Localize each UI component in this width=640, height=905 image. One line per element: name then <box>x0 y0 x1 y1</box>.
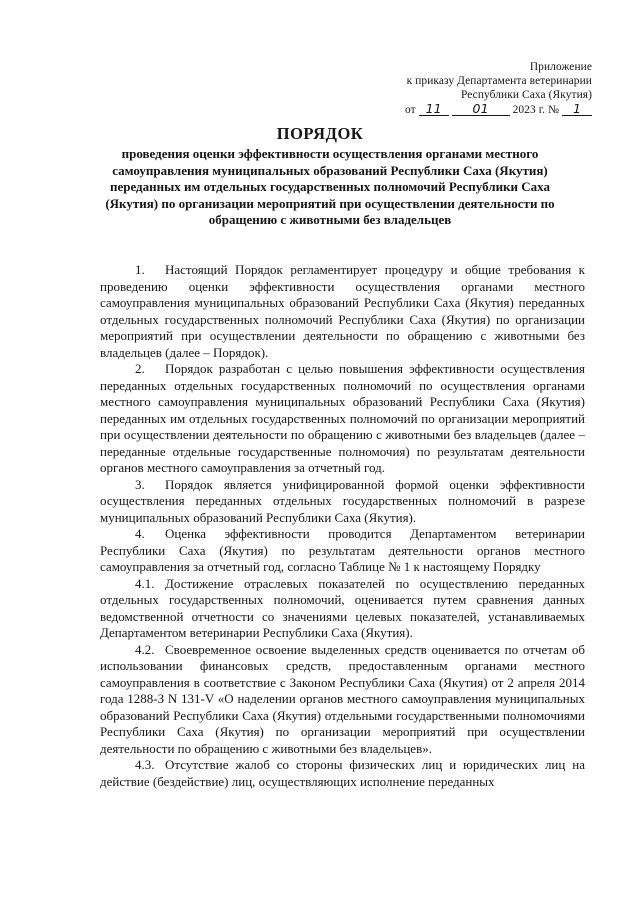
order-date-line <box>405 102 592 117</box>
date-day: 11 <box>419 102 449 116</box>
paragraph-text: Своевременное освоение выделенных средств оценивается по отчетам об использовании финансовых средств, предоставленным органами местного самоуправления в соответствие с Законом Республики Саха (Якутия) от 2 апреля 2014 года 1288-З N 131-V «О наделении органов местного самоуправления муниципальных образований Республики Саха (Якутия) отдельными государственными полномочиями Республики Саха (Якутия) по организации мероприятий при осуществлении деятельности по обращению с животными без владельцев». <box>100 641 585 756</box>
paragraph-4-3 <box>100 757 585 790</box>
paragraph-4-2 <box>100 642 585 758</box>
paragraph-4 <box>100 526 585 576</box>
appendix-header <box>405 60 592 117</box>
appendix-label: Приложение <box>529 61 592 73</box>
order-line-2: Республики Саха (Якутия) <box>460 89 592 101</box>
paragraph-number: 4.3. <box>135 757 155 772</box>
paragraph-text: Порядок является унифицированной формой оценки эффективности осуществления переданных отдельных государственных полномочий в разрезе муниципальных образований Республики Саха (Якутия). <box>100 476 585 525</box>
paragraph-text: Настоящий Порядок регламентирует процедуру и общие требования к проведению оценки эффективности осуществления органами местного самоуправления муниципальных образований Республики Саха (Якутия) переданных отдельных государственных полномочий Республики Саха (Якутия) по организации мероприятий при осуществлении деятельности по обращению с животными без владельцев (далее – Порядок). <box>100 262 585 360</box>
paragraph-1 <box>100 262 585 361</box>
paragraph-number: 1. <box>135 262 145 277</box>
paragraph-number: 2. <box>135 361 145 376</box>
paragraph-3 <box>100 477 585 527</box>
paragraph-4-1 <box>100 576 585 642</box>
date-month: 01 <box>452 102 510 116</box>
document-subtitle: проведения оценки эффективности осуществления органами местного самоуправления муниципальных образований Республики Саха (Якутия) переданных им отдельных государственных полномочий Республики Саха (Якутия) по организации мероприятий при осуществлении деятельности по обращению с животными без владельцев <box>105 146 555 227</box>
paragraph-2 <box>100 361 585 477</box>
paragraph-number: 4.1. <box>135 575 155 591</box>
document-body <box>100 262 585 790</box>
paragraph-number: 4.2. <box>135 641 155 657</box>
date-prefix: от <box>404 104 416 116</box>
order-line-1: к приказу Департамента ветеринарии <box>406 75 592 87</box>
paragraph-number: 3. <box>135 476 145 492</box>
date-year-suffix: 2023 г. № <box>512 104 560 116</box>
paragraph-text: Достижение отраслевых показателей по осуществлению переданных отдельных государственных полномочий, оценивается путем сравнения данных ведомственной отчетности со значениями целевых показателей, устанавливаемых Департаментом ветеринарии Республики Саха (Якутия). <box>100 575 585 640</box>
order-number: 1 <box>562 102 592 116</box>
paragraph-number: 4. <box>135 526 145 541</box>
paragraph-text: Оценка эффективности проводится Департаментом ветеринарии Республики Саха (Якутия) по результатам деятельности органов местного самоуправления за отчетный год, согласно Таблице № 1 к настоящему Порядку <box>100 526 585 574</box>
paragraph-text: Порядок разработан с целью повышения эффективности осуществления переданных отдельных государственных полномочий по осуществления органами местного самоуправления муниципальных образований Республики Саха (Якутия) переданных им отдельных государственных полномочий по организации мероприятий при осуществлении деятельности по обращению с животными без владельцев (далее – переданные отдельные государственные полномочия) по результатам деятельности органов местного самоуправления за отчетный год. <box>100 361 585 475</box>
document-title: ПОРЯДОК <box>276 124 364 143</box>
paragraph-text: Отсутствие жалоб со стороны физических лиц и юридических лиц на действие (бездействие) лиц, осуществляющих исполнение переданных <box>100 757 585 789</box>
